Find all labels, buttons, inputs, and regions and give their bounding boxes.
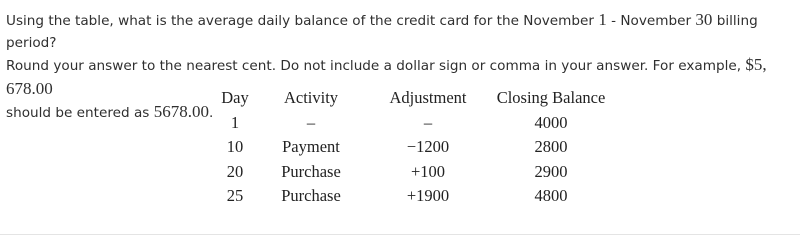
cell-day: 25 [226, 186, 244, 206]
cell-activity: Payment [282, 137, 340, 157]
cell-day: 20 [226, 161, 244, 181]
cell-day: 1 [230, 112, 240, 132]
bottom-divider [0, 234, 800, 235]
question-line-3-text-b: . [208, 105, 214, 121]
table-row [210, 135, 608, 160]
table-row [210, 184, 608, 209]
cell-adjustment: – [423, 112, 433, 132]
cell-activity: – [306, 112, 316, 132]
column-header-activity: Activity [283, 88, 339, 108]
cell-closing-balance: 4000 [534, 112, 568, 132]
cell-adjustment: +1900 [406, 186, 450, 206]
column-header-day: Day [221, 88, 249, 108]
table-row [210, 160, 608, 185]
question-line-1-text-b: - November [606, 13, 696, 29]
cell-activity: Purchase [281, 186, 341, 206]
cell-adjustment: +100 [410, 161, 446, 181]
balance-activity-table [210, 86, 608, 209]
example-dollar-amount: $5, 678.00 [6, 55, 767, 98]
cell-day: 10 [226, 137, 244, 157]
question-line-3-text-a: should be entered as [6, 105, 154, 121]
cell-adjustment: −1200 [406, 137, 450, 157]
table-row [210, 111, 608, 136]
table-header-row [210, 86, 608, 111]
question-line-1 [6, 9, 794, 54]
example-entered-amount: 5678.00 [153, 102, 209, 121]
question-line-1-text-c: billing period? [6, 13, 758, 51]
cell-closing-balance: 2800 [534, 137, 568, 157]
column-header-adjustment: Adjustment [389, 88, 467, 108]
billing-end-day: 30 [695, 10, 713, 29]
question-line-2-text: Round your answer to the nearest cent. Do not include a dollar sign or comma in your answer. For example, [6, 58, 746, 74]
billing-start-day: 1 [598, 10, 607, 29]
question-line-1-text-a: Using the table, what is the average daily balance of the credit card for the November [6, 13, 599, 29]
column-header-closing-balance: Closing Balance [496, 88, 606, 108]
cell-closing-balance: 2900 [534, 161, 568, 181]
cell-activity: Purchase [281, 161, 341, 181]
cell-closing-balance: 4800 [534, 186, 568, 206]
